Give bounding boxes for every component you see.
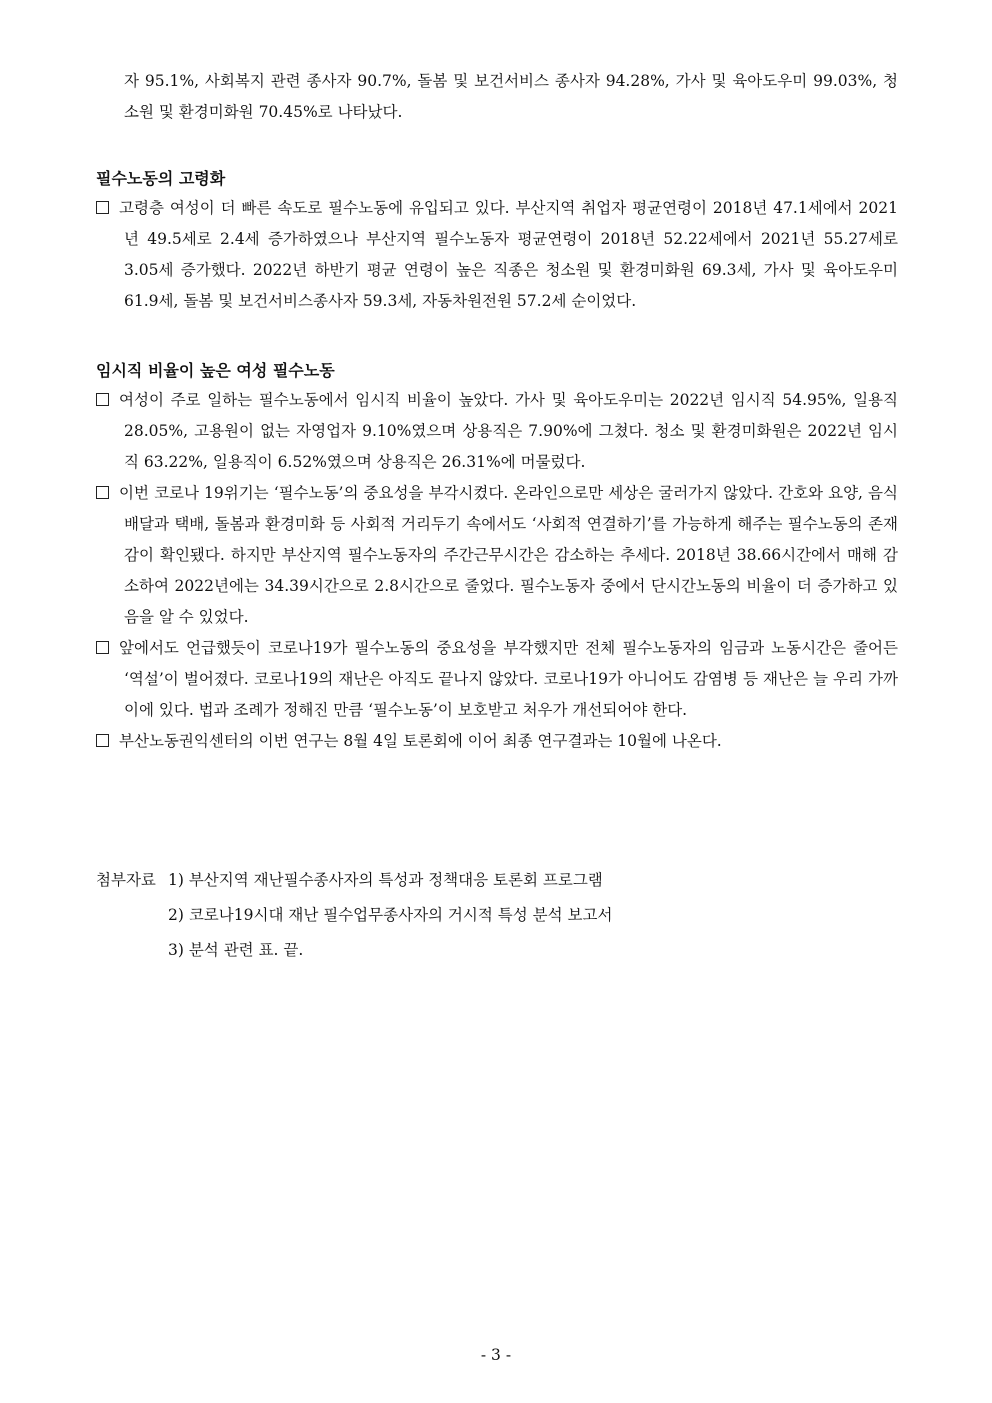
checkbox-square-icon (96, 201, 109, 214)
bullet-item (96, 385, 898, 478)
bullet-text: 고령층 여성이 더 빠른 속도로 필수노동에 유입되고 있다. 부산지역 취업자 평균연령이 2018년 47.1세에서 2021년 49.5세로 2.4세 증가하였으나 부산지역 필수노동자 평균연령이 2018년 52.22세에서 2021년 55.27세로 3.05세 증가했다. 2022년 하반기 평균 연령이 높은 직종은 청소원 및 환경미화원 69.3세, 가사 및 육아도우미 61.9세, 돌봄 및 보건서비스종사자 59.3세, 자동차원전원 57.2세 순이었다. (119, 199, 898, 310)
attachment-row (96, 863, 612, 898)
attachments-label: 첨부자료 (96, 871, 156, 889)
page-number: - 3 - (480, 1346, 512, 1364)
attachment-item: 3) 분석 관련 표. 끝. (168, 941, 304, 959)
section-heading-temporary-work: 임시직 비율이 높은 여성 필수노동 (96, 361, 335, 380)
intro-paragraph: 자 95.1%, 사회복지 관련 종사자 90.7%, 돌봄 및 보건서비스 종사자 94.28%, 가사 및 육아도우미 99.03%, 청소원 및 환경미화원 70.45%로 나타났다. (124, 72, 898, 121)
checkbox-square-icon (96, 641, 109, 654)
section-heading-aging: 필수노동의 고령화 (96, 169, 226, 188)
section-temporary-bullets (96, 385, 898, 757)
attachment-row (96, 898, 612, 933)
bullet-item (96, 633, 898, 726)
bullet-text: 앞에서도 언급했듯이 코로나19가 필수노동의 중요성을 부각했지만 전체 필수노동자의 임금과 노동시간은 줄어든 ‘역설’이 벌어졌다. 코로나19의 재난은 아직도 끝나지 않았다. 코로나19가 아니어도 감염병 등 재난은 늘 우리 가까이에 있다. 법과 조례가 정해진 만큼 ‘필수노동’이 보호받고 처우가 개선되어야 한다. (119, 639, 898, 719)
checkbox-square-icon (96, 393, 109, 406)
bullet-text: 여성이 주로 일하는 필수노동에서 임시직 비율이 높았다. 가사 및 육아도우미는 2022년 임시직 54.95%, 일용직 28.05%, 고용원이 없는 자영업자 9.10%였으며 상용직은 7.90%에 그쳤다. 청소 및 환경미화원은 2022년 임시직 63.22%, 일용직이 6.52%였으며 상용직은 26.31%에 머물렀다. (119, 391, 898, 471)
bullet-text: 이번 코로나 19위기는 ‘필수노동’의 중요성을 부각시켰다. 온라인으로만 세상은 굴러가지 않았다. 간호와 요양, 음식배달과 택배, 돌봄과 환경미화 등 사회적 거리두기 속에서도 ‘사회적 연결하기’를 가능하게 해주는 필수노동의 존재감이 확인됐다. 하지만 부산지역 필수노동자의 주간근무시간은 감소하는 추세다. 2018년 38.66시간에서 매해 감소하여 2022년에는 34.39시간으로 2.8시간으로 줄었다. 필수노동자 중에서 단시간노동의 비율이 더 증가하고 있음을 알 수 있었다. (119, 484, 898, 626)
checkbox-square-icon (96, 486, 109, 499)
bullet-item (96, 478, 898, 633)
bullet-item (96, 726, 898, 757)
attachment-item: 1) 부산지역 재난필수종사자의 특성과 정책대응 토론회 프로그램 (168, 871, 603, 889)
attachments-list (96, 863, 612, 968)
section-aging-bullets (96, 193, 898, 317)
attachment-item: 2) 코로나19시대 재난 필수업무종사자의 거시적 특성 분석 보고서 (168, 906, 613, 924)
attachment-row (96, 933, 612, 968)
bullet-text: 부산노동권익센터의 이번 연구는 8월 4일 토론회에 이어 최종 연구결과는 10월에 나온다. (119, 732, 722, 750)
bullet-item (96, 193, 898, 317)
checkbox-square-icon (96, 734, 109, 747)
